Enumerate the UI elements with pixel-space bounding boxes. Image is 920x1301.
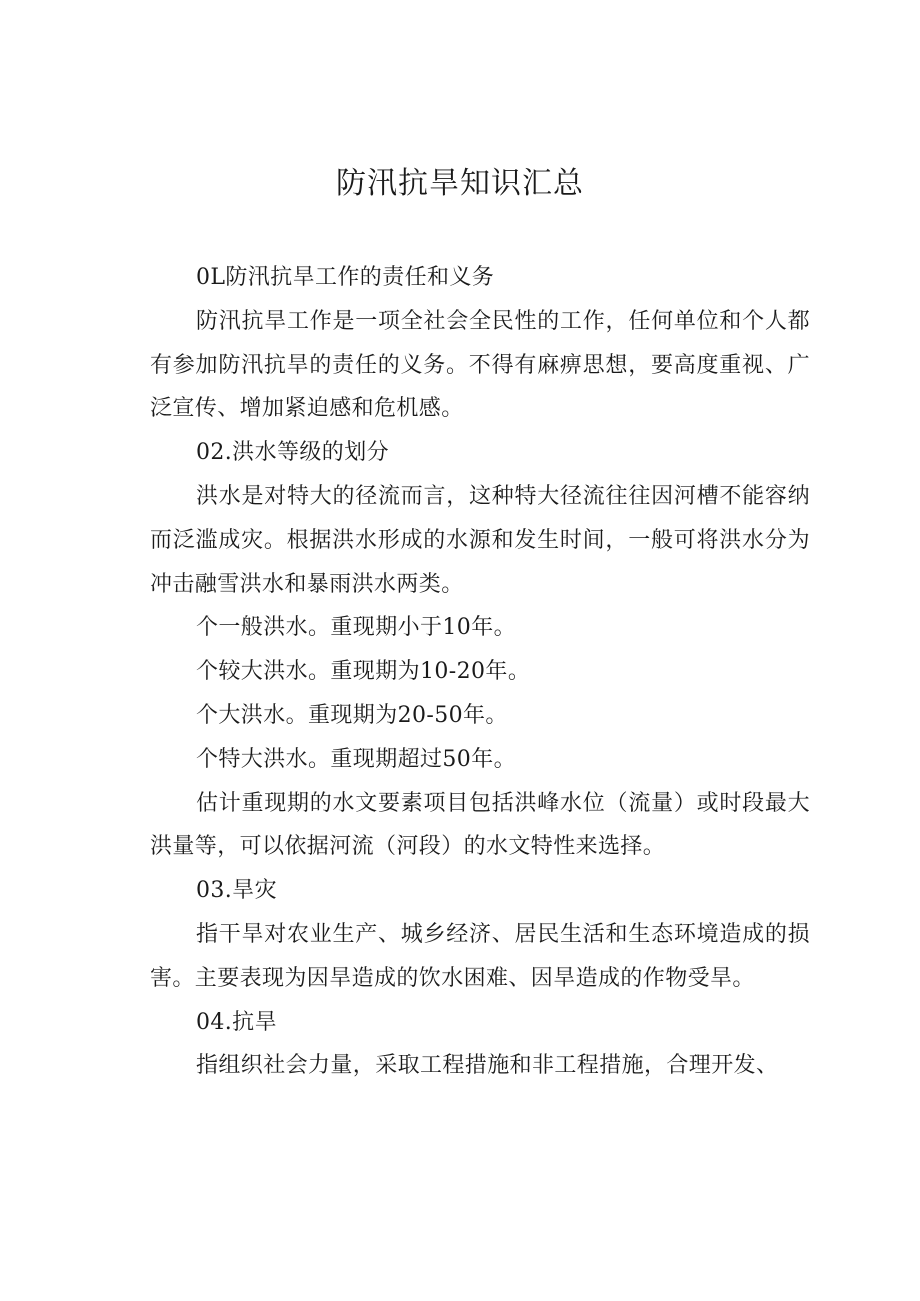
paragraph: 指干旱对农业生产、城乡经济、居民生活和生态环境造成的损害。主要表现为因旱造成的饮水困难、因旱造成的作物受旱。 — [150, 921, 810, 991]
paragraph: 估计重现期的水文要素项目包括洪峰水位（流量）或时段最大洪量等，可以依据河流（河段）的水文特性来选择。 — [150, 790, 810, 860]
paragraph: 防汛抗旱工作是一项全社会全民性的工作，任何单位和个人都有参加防汛抗旱的责任的义务。不得有麻痹思想，要高度重视、广泛宣传、增加紧迫感和危机感。 — [150, 308, 810, 422]
section-heading: 04.抗旱 — [196, 1009, 277, 1035]
list-item: 个较大洪水。重现期为10-20年。 — [196, 659, 531, 685]
section-heading: 0L防汛抗旱工作的责任和义务 — [196, 265, 495, 290]
section-heading: 02.洪水等级的划分 — [196, 440, 389, 466]
page-title: 防汛抗旱知识汇总 — [336, 166, 584, 201]
paragraph: 指组织社会力量，采取工程措施和非工程措施，合理开发、 — [196, 1053, 779, 1079]
list-item: 个特大洪水。重现期超过50年。 — [196, 746, 516, 772]
list-item: 个一般洪水。重现期小于10年。 — [196, 615, 516, 641]
list-item: 个大洪水。重现期为20-50年。 — [196, 702, 508, 728]
section-heading: 03.旱灾 — [196, 878, 277, 904]
paragraph: 洪水是对特大的径流而言，这种特大径流往往因河槽不能容纳而泛滥成灾。根据洪水形成的水源和发生时间，一般可将洪水分为冲击融雪洪水和暴雨洪水两类。 — [150, 483, 810, 597]
document-body — [150, 256, 810, 1088]
